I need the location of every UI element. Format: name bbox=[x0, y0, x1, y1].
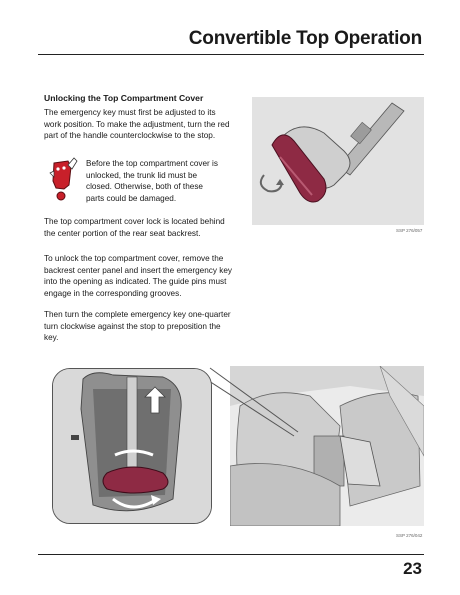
section-heading: Unlocking the Top Compartment Cover bbox=[44, 93, 204, 103]
key-insertion-inset bbox=[52, 368, 212, 524]
paragraph-lock-location: The top compartment cover lock is located behind the center portion of the rear seat backrest. bbox=[44, 217, 225, 238]
page-number: 23 bbox=[403, 559, 422, 578]
warning-figure-icon bbox=[44, 155, 80, 205]
figure-code-1: SSP 276/057 bbox=[396, 228, 423, 233]
emergency-key-figure bbox=[252, 97, 424, 225]
paragraph-adjust-key: The emergency key must first be adjusted to its work position. To make the adjustment, turn the red part of the handle counterclockwise to the stop. bbox=[44, 108, 230, 141]
figure-code-2: SSP 276/042 bbox=[396, 533, 423, 538]
footer-rule bbox=[38, 554, 424, 555]
warning-note: Before the top compartment cover is unlocked, the trunk lid must be closed. Otherwise, both of these parts could be damaged. bbox=[86, 159, 218, 203]
paragraph-turn-key: Then turn the complete emergency key one-quarter turn clockwise against the stop to preposition the key. bbox=[44, 310, 231, 343]
paragraph-insert-key: To unlock the top compartment cover, remove the backrest center panel and insert the emergency key into the opening as indicated. The guide pins must engage in the corresponding grooves. bbox=[44, 254, 232, 298]
header-rule bbox=[38, 54, 424, 55]
page-title: Convertible Top Operation bbox=[188, 28, 422, 49]
